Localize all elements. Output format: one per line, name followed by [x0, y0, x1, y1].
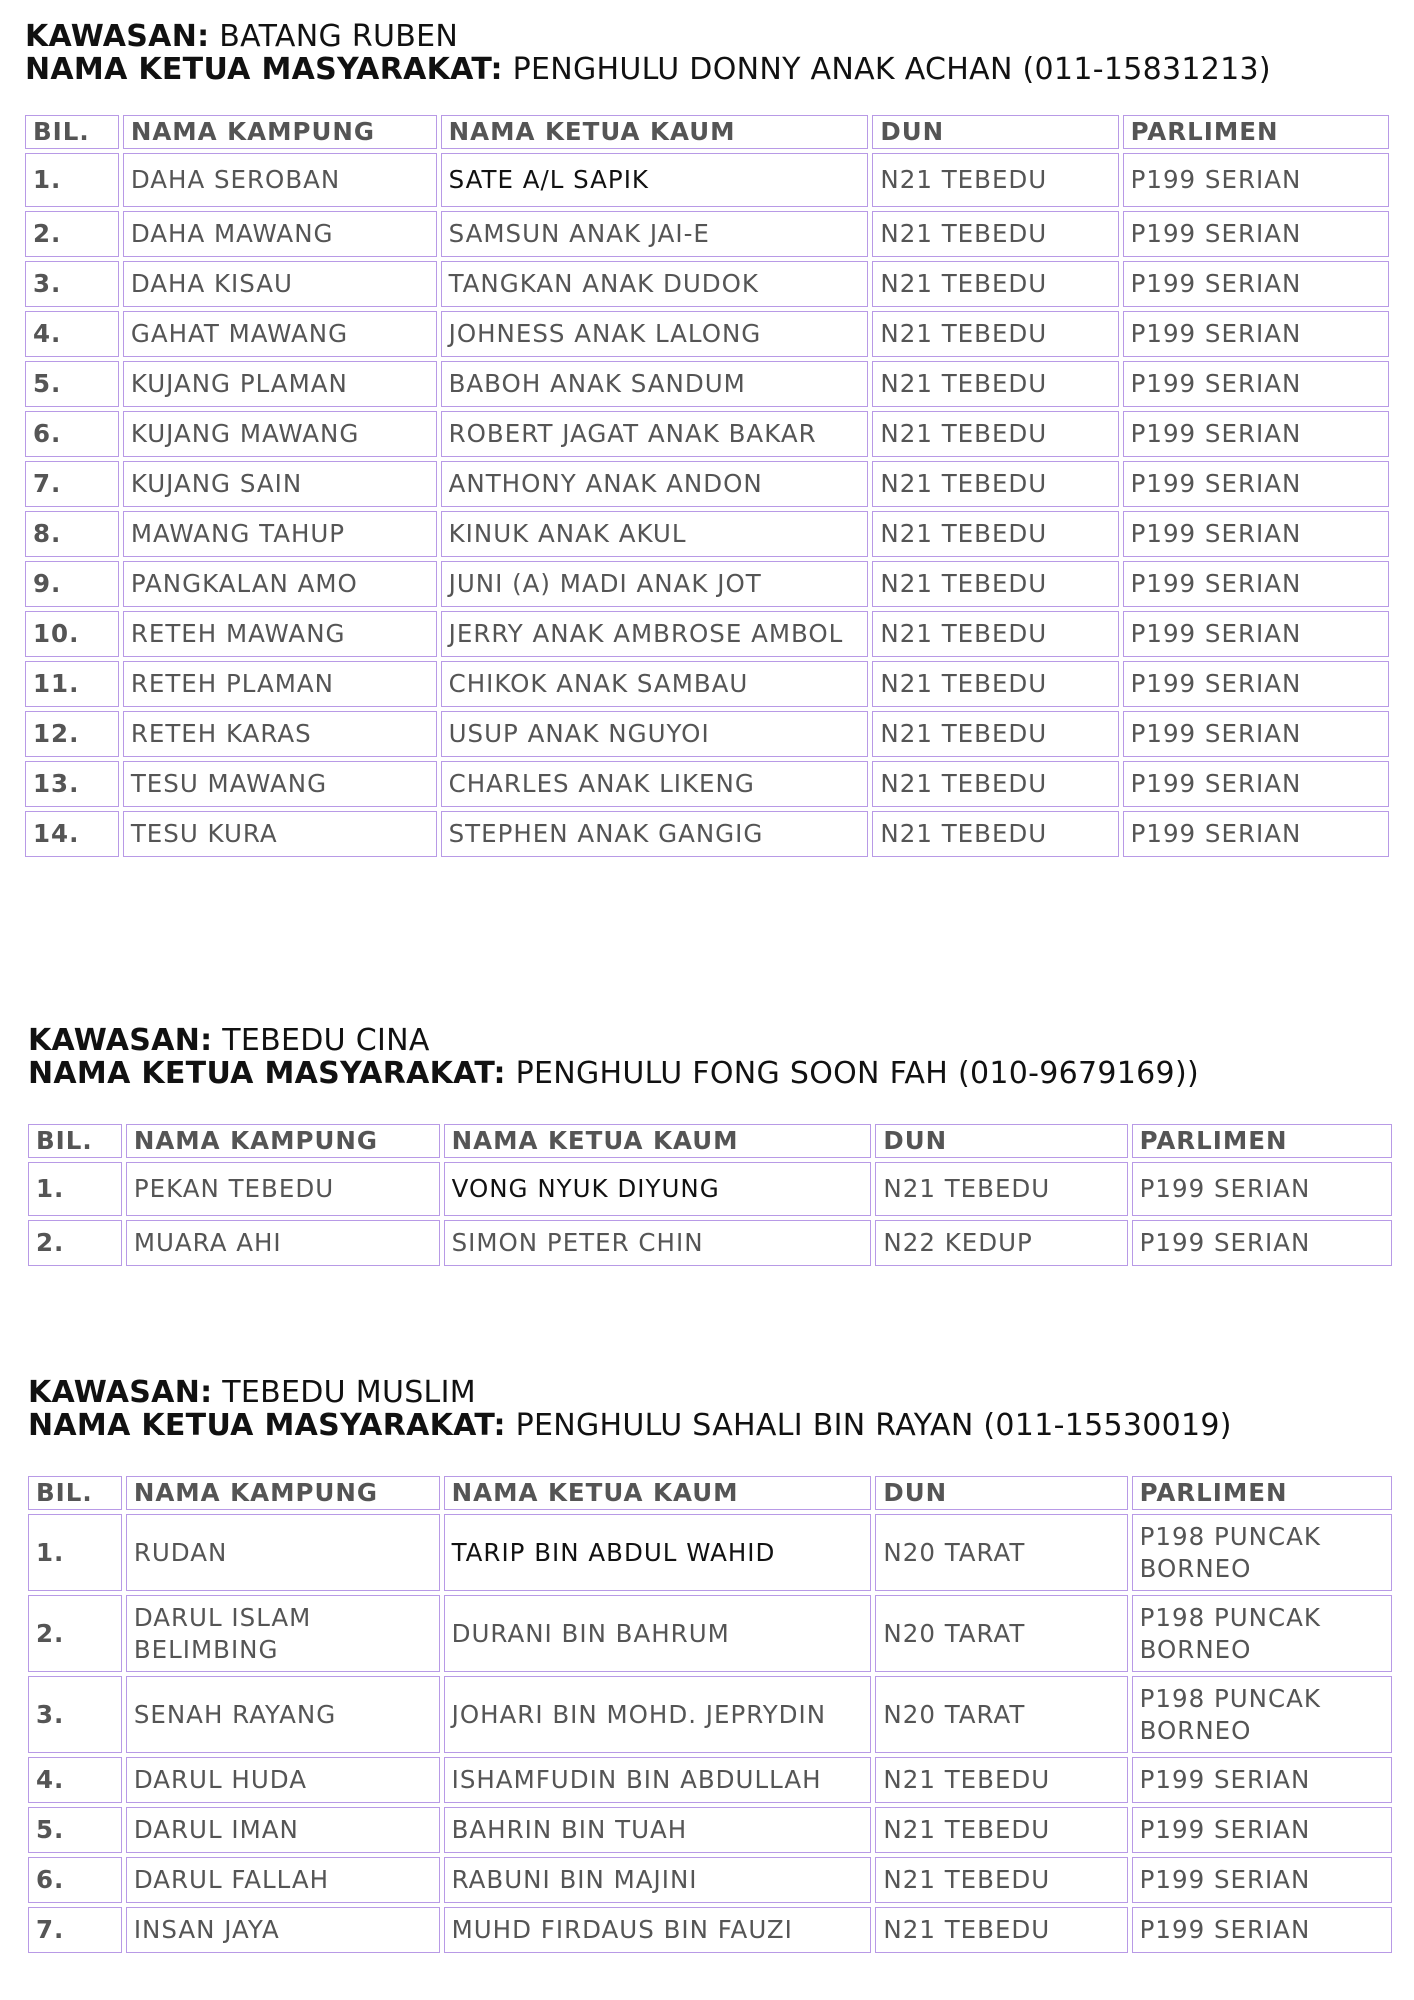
cell-nama-ketua-kaum: ISHAMFUDIN BIN ABDULLAH [444, 1757, 872, 1803]
cell-nama-ketua-kaum: KINUK ANAK AKUL [441, 511, 869, 557]
table-header-row [25, 115, 1389, 149]
cell-nama-ketua-kaum: DURANI BIN BAHRUM [444, 1595, 872, 1672]
kawasan-label: KAWASAN: [28, 1023, 213, 1058]
cell-parlimen: P199 SERIAN [1123, 761, 1389, 807]
col-dun: DUN [875, 1476, 1127, 1510]
col-parlimen: PARLIMEN [1132, 1124, 1392, 1158]
cell-nama-kampung: RETEH PLAMAN [123, 661, 437, 707]
col-parlimen: PARLIMEN [1132, 1476, 1392, 1510]
cell-nama-kampung: RETEH KARAS [123, 711, 437, 757]
col-nama-ketua-kaum: NAMA KETUA KAUM [444, 1476, 872, 1510]
table-header-row [28, 1124, 1392, 1158]
table-tebedu-cina [24, 1120, 1396, 1270]
cell-nama-ketua-kaum: VONG NYUK DIYUNG [444, 1162, 872, 1216]
cell-dun: N21 TEBEDU [872, 661, 1118, 707]
cell-bil: 3. [25, 261, 119, 307]
cell-parlimen: P199 SERIAN [1132, 1907, 1392, 1953]
section-header [0, 20, 1414, 86]
cell-parlimen: P199 SERIAN [1132, 1807, 1392, 1853]
table-row [25, 211, 1389, 257]
cell-bil: 1. [28, 1162, 122, 1216]
table-body [28, 1514, 1392, 1953]
table-row [25, 561, 1389, 607]
cell-parlimen: P199 SERIAN [1123, 661, 1389, 707]
cell-parlimen: P199 SERIAN [1132, 1220, 1392, 1266]
table-row [25, 811, 1389, 857]
cell-dun: N21 TEBEDU [872, 311, 1118, 357]
cell-nama-kampung: MAWANG TAHUP [123, 511, 437, 557]
cell-nama-kampung: DAHA KISAU [123, 261, 437, 307]
cell-parlimen: P199 SERIAN [1123, 711, 1389, 757]
col-nama-kampung: NAMA KAMPUNG [126, 1124, 440, 1158]
cell-parlimen: P199 SERIAN [1132, 1757, 1392, 1803]
cell-bil: 6. [25, 411, 119, 457]
cell-nama-kampung: TESU KURA [123, 811, 437, 857]
table-row [25, 411, 1389, 457]
table-row [25, 261, 1389, 307]
cell-parlimen: P198 PUNCAK BORNEO [1132, 1676, 1392, 1753]
cell-bil: 5. [28, 1807, 122, 1853]
cell-bil: 2. [28, 1595, 122, 1672]
ketua-masyarakat-label: NAMA KETUA MASYARAKAT: [28, 1408, 506, 1443]
cell-nama-ketua-kaum: CHARLES ANAK LIKENG [441, 761, 869, 807]
cell-bil: 4. [25, 311, 119, 357]
ketua-masyarakat-value: PENGHULU DONNY ANAK ACHAN (011-15831213) [512, 52, 1271, 87]
cell-nama-kampung: KUJANG MAWANG [123, 411, 437, 457]
cell-nama-ketua-kaum: SATE A/L SAPIK [441, 153, 869, 207]
table-row [25, 361, 1389, 407]
col-bil: BIL. [25, 115, 119, 149]
cell-nama-kampung: RETEH MAWANG [123, 611, 437, 657]
table-row [25, 611, 1389, 657]
table-row [25, 761, 1389, 807]
section-header [0, 1376, 1414, 1442]
cell-nama-kampung: DARUL IMAN [126, 1807, 440, 1853]
col-nama-kampung: NAMA KAMPUNG [123, 115, 437, 149]
cell-dun: N21 TEBEDU [872, 411, 1118, 457]
cell-bil: 7. [25, 461, 119, 507]
cell-nama-kampung: DARUL HUDA [126, 1757, 440, 1803]
kawasan-value: BATANG RUBEN [219, 19, 459, 54]
kawasan-label: KAWASAN: [28, 1375, 213, 1410]
cell-parlimen: P199 SERIAN [1123, 211, 1389, 257]
cell-parlimen: P198 PUNCAK BORNEO [1132, 1595, 1392, 1672]
cell-dun: N21 TEBEDU [872, 361, 1118, 407]
cell-parlimen: P198 PUNCAK BORNEO [1132, 1514, 1392, 1591]
table-row [25, 511, 1389, 557]
cell-nama-kampung: INSAN JAYA [126, 1907, 440, 1953]
cell-nama-kampung: KUJANG SAIN [123, 461, 437, 507]
kawasan-label: KAWASAN: [25, 19, 210, 54]
cell-nama-kampung: TESU MAWANG [123, 761, 437, 807]
cell-nama-kampung: PANGKALAN AMO [123, 561, 437, 607]
table-tebedu-muslim [24, 1472, 1396, 1957]
col-dun: DUN [872, 115, 1118, 149]
cell-dun: N20 TARAT [875, 1514, 1127, 1591]
cell-parlimen: P199 SERIAN [1123, 811, 1389, 857]
table-row [25, 153, 1389, 207]
ketua-masyarakat-value: PENGHULU FONG SOON FAH (010-9679169)) [515, 1056, 1199, 1091]
section-tebedu-cina [0, 1024, 1414, 1090]
cell-bil: 6. [28, 1857, 122, 1903]
cell-nama-kampung: KUJANG PLAMAN [123, 361, 437, 407]
cell-bil: 12. [25, 711, 119, 757]
cell-bil: 8. [25, 511, 119, 557]
cell-nama-kampung: GAHAT MAWANG [123, 311, 437, 357]
ketua-masyarakat-value: PENGHULU SAHALI BIN RAYAN (011-15530019) [515, 1408, 1232, 1443]
cell-nama-ketua-kaum: STEPHEN ANAK GANGIG [441, 811, 869, 857]
cell-bil: 2. [28, 1220, 122, 1266]
col-dun: DUN [875, 1124, 1127, 1158]
cell-bil: 5. [25, 361, 119, 407]
cell-dun: N21 TEBEDU [875, 1907, 1127, 1953]
section-batang-ruben [0, 20, 1414, 86]
cell-bil: 10. [25, 611, 119, 657]
cell-bil: 14. [25, 811, 119, 857]
cell-parlimen: P199 SERIAN [1123, 611, 1389, 657]
cell-nama-ketua-kaum: RABUNI BIN MAJINI [444, 1857, 872, 1903]
table-row [28, 1907, 1392, 1953]
cell-nama-ketua-kaum: SIMON PETER CHIN [444, 1220, 872, 1266]
kawasan-value: TEBEDU CINA [222, 1023, 430, 1058]
cell-dun: N21 TEBEDU [872, 561, 1118, 607]
cell-dun: N21 TEBEDU [872, 153, 1118, 207]
cell-dun: N21 TEBEDU [875, 1757, 1127, 1803]
cell-bil: 1. [28, 1514, 122, 1591]
cell-parlimen: P199 SERIAN [1123, 561, 1389, 607]
table-body [28, 1162, 1392, 1266]
cell-nama-ketua-kaum: TARIP BIN ABDUL WAHID [444, 1514, 872, 1591]
section-tebedu-muslim [0, 1376, 1414, 1442]
cell-nama-kampung: SENAH RAYANG [126, 1676, 440, 1753]
table-batang-ruben [21, 111, 1393, 861]
ketua-masyarakat-label: NAMA KETUA MASYARAKAT: [25, 52, 503, 87]
table-row [25, 661, 1389, 707]
cell-bil: 7. [28, 1907, 122, 1953]
col-nama-kampung: NAMA KAMPUNG [126, 1476, 440, 1510]
cell-parlimen: P199 SERIAN [1123, 361, 1389, 407]
table-row [25, 311, 1389, 357]
table-row [28, 1220, 1392, 1266]
cell-nama-kampung: MUARA AHI [126, 1220, 440, 1266]
cell-parlimen: P199 SERIAN [1123, 411, 1389, 457]
cell-dun: N21 TEBEDU [872, 261, 1118, 307]
cell-dun: N21 TEBEDU [872, 461, 1118, 507]
cell-bil: 11. [25, 661, 119, 707]
cell-dun: N21 TEBEDU [872, 811, 1118, 857]
table-row [28, 1595, 1392, 1672]
cell-nama-ketua-kaum: JOHARI BIN MOHD. JEPRYDIN [444, 1676, 872, 1753]
cell-dun: N20 TARAT [875, 1595, 1127, 1672]
cell-nama-ketua-kaum: MUHD FIRDAUS BIN FAUZI [444, 1907, 872, 1953]
table-body [25, 153, 1389, 857]
section-header [0, 1024, 1414, 1090]
cell-nama-ketua-kaum: USUP ANAK NGUYOI [441, 711, 869, 757]
cell-nama-kampung: RUDAN [126, 1514, 440, 1591]
cell-nama-kampung: DAHA SEROBAN [123, 153, 437, 207]
cell-nama-kampung: PEKAN TEBEDU [126, 1162, 440, 1216]
cell-dun: N21 TEBEDU [872, 711, 1118, 757]
cell-bil: 1. [25, 153, 119, 207]
cell-nama-kampung: DARUL ISLAM BELIMBING [126, 1595, 440, 1672]
cell-nama-ketua-kaum: JOHNESS ANAK LALONG [441, 311, 869, 357]
cell-dun: N21 TEBEDU [872, 511, 1118, 557]
cell-dun: N22 KEDUP [875, 1220, 1127, 1266]
cell-nama-kampung: DARUL FALLAH [126, 1857, 440, 1903]
cell-nama-ketua-kaum: BABOH ANAK SANDUM [441, 361, 869, 407]
cell-parlimen: P199 SERIAN [1123, 153, 1389, 207]
cell-dun: N21 TEBEDU [872, 761, 1118, 807]
cell-nama-ketua-kaum: CHIKOK ANAK SAMBAU [441, 661, 869, 707]
cell-bil: 3. [28, 1676, 122, 1753]
table-row [28, 1757, 1392, 1803]
col-bil: BIL. [28, 1476, 122, 1510]
cell-parlimen: P199 SERIAN [1123, 511, 1389, 557]
cell-bil: 2. [25, 211, 119, 257]
cell-nama-ketua-kaum: SAMSUN ANAK JAI-E [441, 211, 869, 257]
cell-nama-ketua-kaum: ANTHONY ANAK ANDON [441, 461, 869, 507]
cell-dun: N21 TEBEDU [875, 1807, 1127, 1853]
table-row [28, 1857, 1392, 1903]
cell-dun: N21 TEBEDU [875, 1857, 1127, 1903]
cell-parlimen: P199 SERIAN [1123, 461, 1389, 507]
table-header-row [28, 1476, 1392, 1510]
cell-bil: 9. [25, 561, 119, 607]
table-row [28, 1162, 1392, 1216]
cell-nama-ketua-kaum: ROBERT JAGAT ANAK BAKAR [441, 411, 869, 457]
table-row [28, 1676, 1392, 1753]
cell-dun: N21 TEBEDU [872, 211, 1118, 257]
cell-dun: N21 TEBEDU [875, 1162, 1127, 1216]
col-nama-ketua-kaum: NAMA KETUA KAUM [441, 115, 869, 149]
cell-nama-ketua-kaum: JERRY ANAK AMBROSE AMBOL [441, 611, 869, 657]
col-nama-ketua-kaum: NAMA KETUA KAUM [444, 1124, 872, 1158]
cell-dun: N21 TEBEDU [872, 611, 1118, 657]
table-row [25, 461, 1389, 507]
cell-nama-ketua-kaum: JUNI (A) MADI ANAK JOT [441, 561, 869, 607]
cell-bil: 13. [25, 761, 119, 807]
table-row [25, 711, 1389, 757]
cell-nama-ketua-kaum: BAHRIN BIN TUAH [444, 1807, 872, 1853]
kawasan-value: TEBEDU MUSLIM [222, 1375, 476, 1410]
col-parlimen: PARLIMEN [1123, 115, 1389, 149]
cell-parlimen: P199 SERIAN [1123, 311, 1389, 357]
table-row [28, 1807, 1392, 1853]
cell-nama-kampung: DAHA MAWANG [123, 211, 437, 257]
cell-bil: 4. [28, 1757, 122, 1803]
cell-parlimen: P199 SERIAN [1123, 261, 1389, 307]
cell-parlimen: P199 SERIAN [1132, 1857, 1392, 1903]
cell-nama-ketua-kaum: TANGKAN ANAK DUDOK [441, 261, 869, 307]
col-bil: BIL. [28, 1124, 122, 1158]
ketua-masyarakat-label: NAMA KETUA MASYARAKAT: [28, 1056, 506, 1091]
cell-parlimen: P199 SERIAN [1132, 1162, 1392, 1216]
table-row [28, 1514, 1392, 1591]
cell-dun: N20 TARAT [875, 1676, 1127, 1753]
